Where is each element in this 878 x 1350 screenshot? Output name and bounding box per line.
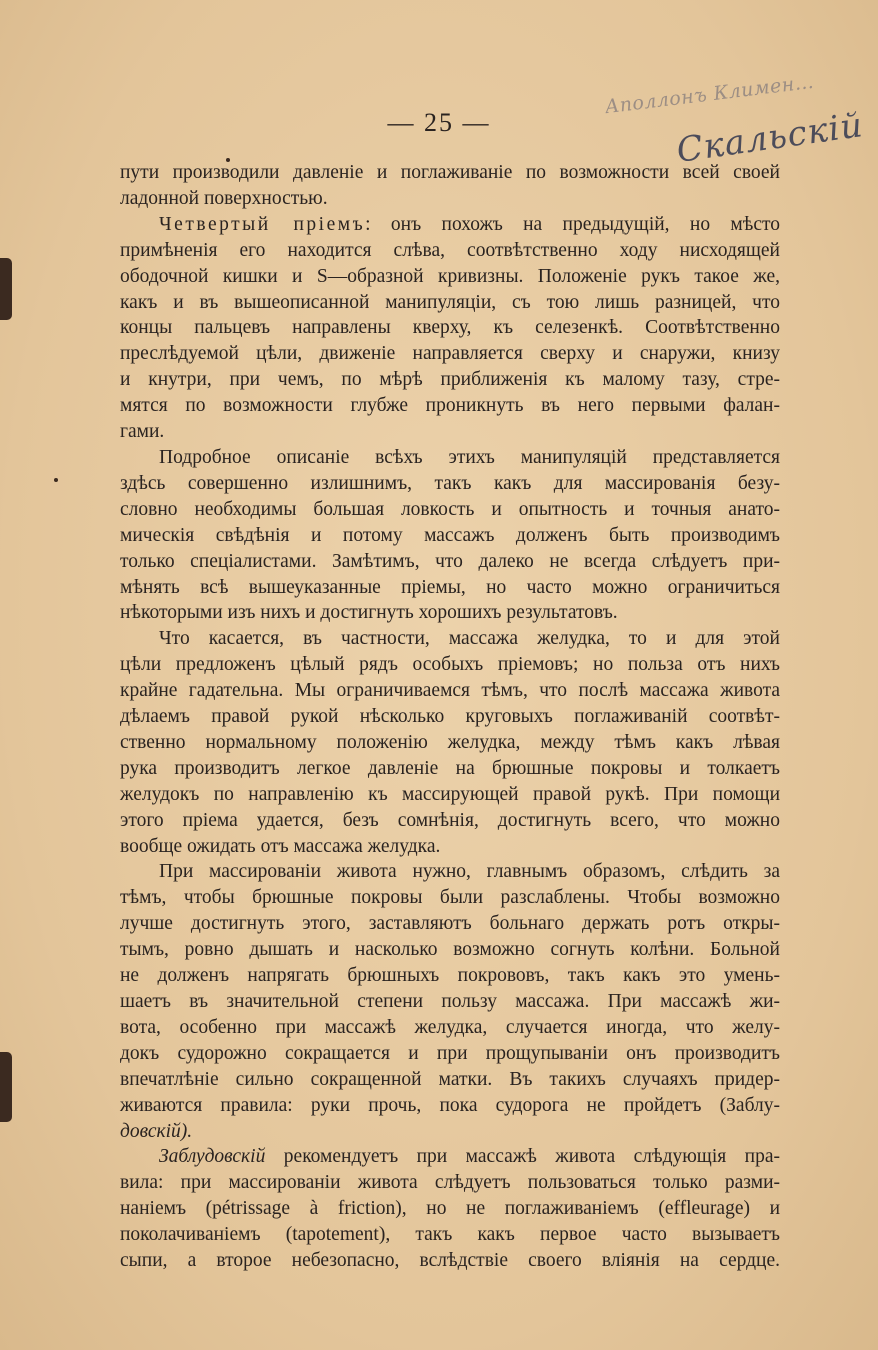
text-line: и кнутри, при чемъ, по мѣрѣ приближенія къ малому тазу, стре-	[120, 369, 780, 391]
text-line: ободочной кишки и S—образной кривизны. Положеніе рукъ такое же,	[120, 265, 780, 287]
body-text	[120, 160, 780, 1274]
text-line: не долженъ напрягать брюшныхъ покрововъ, такъ какъ это умень-	[120, 965, 780, 987]
text-line: цѣли предложенъ цѣлый рядъ особыхъ пріемовъ; но польза отъ нихъ	[120, 654, 780, 676]
text-line: вообще ожидать отъ массажа желудка.	[120, 835, 441, 857]
text-line: ладонной поверхностью.	[120, 187, 328, 209]
text-line: примѣненія его находится слѣва, соотвѣтственно ходу нисходящей	[120, 239, 780, 261]
text-line: гами.	[120, 421, 165, 443]
text-line: дѣлаемъ правой рукой нѣсколько круговыхъ поглаживаній соотвѣт-	[120, 706, 780, 728]
text-run: рекомендуетъ при массажѣ живота слѣдующія пра-	[265, 1146, 780, 1168]
paragraph	[120, 212, 780, 445]
paragraph	[120, 445, 780, 626]
text-line: впечатлѣніе сильно сокращенной матки. Въ такихъ случаяхъ придер-	[120, 1068, 780, 1090]
text-line: здѣсь совершенно излишнимъ, такъ какъ для массированія безу-	[120, 472, 780, 494]
text-line: Подробное описаніе всѣхъ этихъ манипуляцій представляется	[159, 446, 780, 468]
text-line: крайне гадательна. Мы ограничиваемся тѣмъ, что послѣ массажа живота	[120, 680, 780, 702]
text-line: ственно нормальному положенію желудка, между тѣмъ какъ лѣвая	[120, 731, 780, 753]
text-line: концы пальцевъ направлены кверху, къ селезенкѣ. Соотвѣтственно	[120, 317, 780, 339]
text-line: докъ судорожно сокращается и при прощупываніи онъ производитъ	[120, 1042, 780, 1064]
text-line: При массированіи живота нужно, главнымъ образомъ, слѣдить за	[159, 861, 780, 883]
section-lead: Четвертый пріемъ	[159, 213, 366, 235]
text-line: вила: при массированіи живота слѣдуетъ пользоваться только разми-	[120, 1172, 780, 1194]
text-line: желудокъ по направленію къ массирующей правой рукѣ. При помощи	[120, 783, 780, 805]
text-line: нѣкоторыми изъ нихъ и достигнуть хорошихъ результатовъ.	[120, 602, 618, 624]
paragraph	[120, 626, 780, 859]
handwritten-name-faint: Аполлонъ Климен…	[603, 70, 816, 119]
text-line: вота, особенно при массажѣ желудка, случается иногда, что желу-	[120, 1016, 780, 1038]
text-line: пути производили давленіе и поглаживаніе по возможности всей своей	[120, 162, 780, 183]
text-line: мятся по возможности глубже проникнуть въ него первыми фалан-	[120, 395, 780, 417]
text-line: наніемъ (pétrissage à friction), но не поглаживаніемъ (effleurage) и	[120, 1198, 780, 1220]
text-line: сыпи, а второе небезопасно, вслѣдствіе своего вліянія на сердце.	[120, 1250, 780, 1272]
text-line: только спеціалистами. Замѣтимъ, что далеко не всегда слѣдуетъ при-	[120, 550, 780, 572]
text-line: тымъ, ровно дышать и насколько возможно согнуть колѣни. Больной	[120, 939, 780, 961]
text-line: словно необходимы большая ловкость и опытность и точныя анато-	[120, 498, 780, 520]
text-line: Что касается, въ частности, массажа желудка, то и для этой	[159, 628, 780, 650]
binding-mark	[0, 1052, 12, 1122]
text-line: мическія свѣдѣнія и потому массажъ долженъ быть производимъ	[120, 524, 780, 546]
text-line: довскій).	[120, 1120, 193, 1142]
paragraph	[120, 859, 780, 1144]
binding-mark	[0, 258, 12, 320]
ink-speck	[54, 478, 58, 482]
page-number: — 25 —	[387, 108, 491, 137]
text-line: поколачиваніемъ (tapotement), такъ какъ первое часто вызываетъ	[120, 1224, 780, 1246]
author-name: Заблудовскій	[159, 1146, 266, 1168]
handwritten-signature: Скальскій	[674, 105, 866, 171]
text-line: тѣмъ, чтобы брюшные покровы были разслаблены. Чтобы возможно	[120, 887, 780, 909]
text-line: преслѣдуемой цѣли, движеніе направляется сверху и снаружи, книзу	[120, 343, 780, 365]
text-line: рука производитъ легкое давленіе на брюшные покровы и толкаетъ	[120, 757, 780, 779]
text-line: какъ и въ вышеописанной манипуляціи, съ тою лишь разницей, что	[120, 291, 780, 313]
text-line: лучше достигнуть этого, заставляютъ больнаго держать ротъ откры-	[120, 913, 780, 935]
paragraph	[120, 1144, 780, 1274]
text-line: этого пріема удается, безъ сомнѣнія, достигнуть всего, что можно	[120, 809, 780, 831]
text-line: шаетъ въ значительной степени пользу массажа. При массажѣ жи-	[120, 991, 780, 1012]
paragraph	[120, 160, 780, 212]
text-line: мѣнять всѣ вышеуказанные пріемы, но часто можно ограничиться	[120, 576, 780, 598]
text-line	[120, 1144, 780, 1170]
text-run: : онъ похожъ на предыдущій, но мѣсто	[365, 213, 780, 235]
text-line: живаются правила: руки прочь, пока судорога не пройдетъ (Заблу-	[120, 1094, 780, 1116]
text-line	[120, 212, 780, 238]
